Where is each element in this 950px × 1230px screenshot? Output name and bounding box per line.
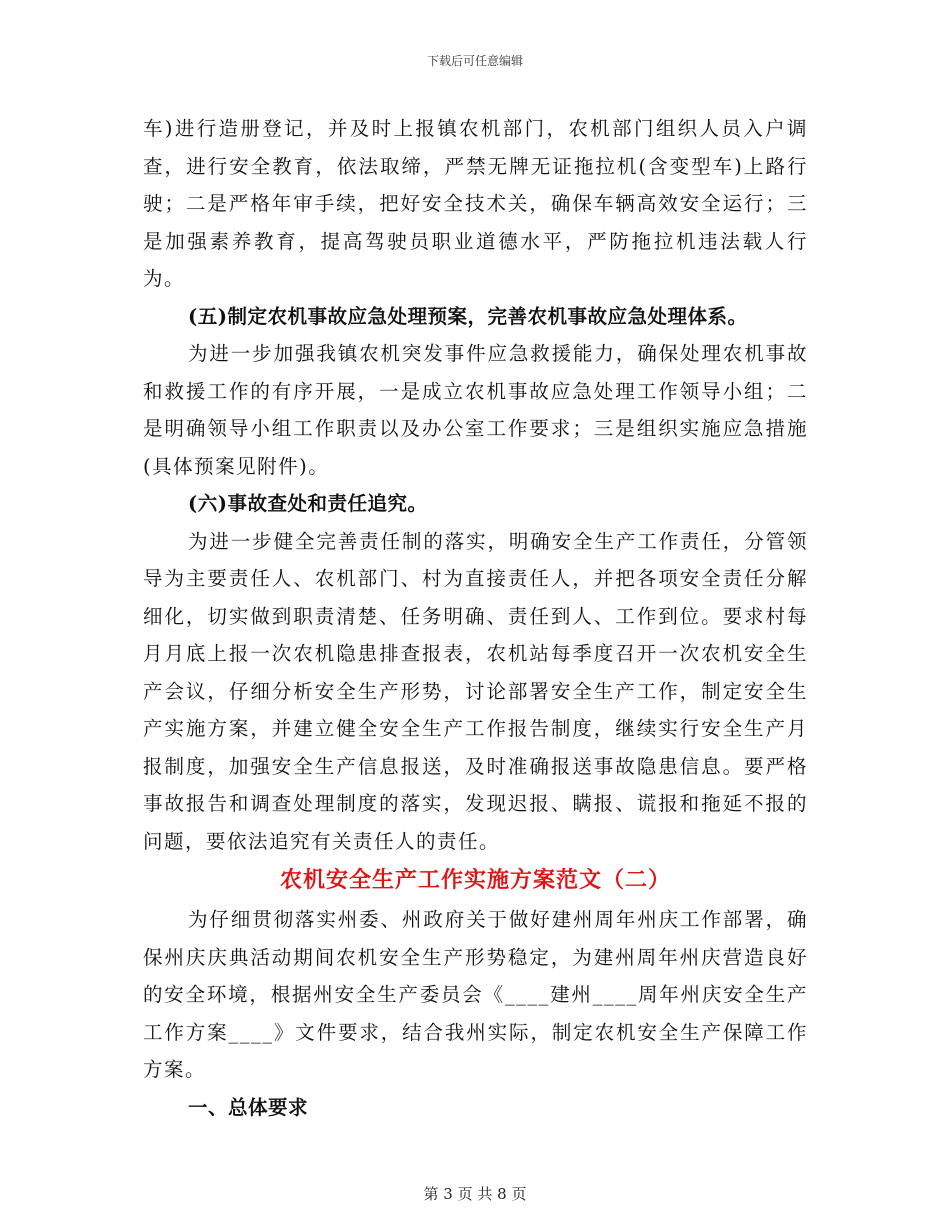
document-body: [143, 110, 808, 1126]
section-heading-1: 一、总体要求: [188, 1095, 309, 1119]
page-footer: 第 3 页 共 8 页: [423, 1185, 527, 1203]
paragraph-intro: 为仔细贯彻落实州委、州政府关于做好建州周年州庆工作部署，确保州庆庆典活动期间农机安全生产形势稳定，为建州周年州庆营造良好的安全环境，根据州安全生产委员会《____建州____周年州庆安全生产工作方案____》文件要求，结合我州实际，制定农机安全生产保障工作方案。: [143, 908, 808, 1081]
section-heading-6: (六)事故查处和责任追究。: [188, 492, 428, 515]
paragraph-5: 为进一步加强我镇农机突发事件应急救援能力，确保处理农机事故和救援工作的有序开展，一是成立农机事故应急处理工作领导小组；二是明确领导小组工作职责以及办公室工作要求；三是组织实施应急措施(具体预案见附件)。: [143, 342, 808, 478]
section-heading-5: (五)制定农机事故应急处理预案，完善农机事故应急处理体系。: [188, 304, 748, 328]
document-title: 农机安全生产工作实施方案范文（二）: [279, 867, 671, 893]
page-header: 下载后可任意编辑: [426, 54, 523, 68]
paragraph-continuation: 车)进行造册登记，并及时上报镇农机部门，农机部门组织人员入户调查，进行安全教育，依法取缔，严禁无牌无证拖拉机(含变型车)上路行驶；二是严格年审手续，把好安全技术关，确保车辆高效安全运行；三是加强素养教育，提高驾驶员职业道德水平，严防拖拉机违法载人行为。: [143, 117, 808, 290]
paragraph-6: 为进一步健全完善责任制的落实，明确安全生产工作责任，分管领导为主要责任人、农机部门、村为直接责任人，并把各项安全责任分解细化，切实做到职责清楚、任务明确、责任到人、工作到位。要求村每月月底上报一次农机隐患排查报表，农机站每季度召开一次农机安全生产会议，仔细分析安全生产形势，讨论部署安全生产工作，制定安全生产实施方案，并建立健全安全生产工作报告制度，继续实行安全生产月报制度，加强安全生产信息报送，及时准确报送事故隐患信息。要严格事故报告和调查处理制度的落实，发现迟报、瞒报、谎报和拖延不报的问题，要依法追究有关责任人的责任。: [143, 529, 808, 853]
